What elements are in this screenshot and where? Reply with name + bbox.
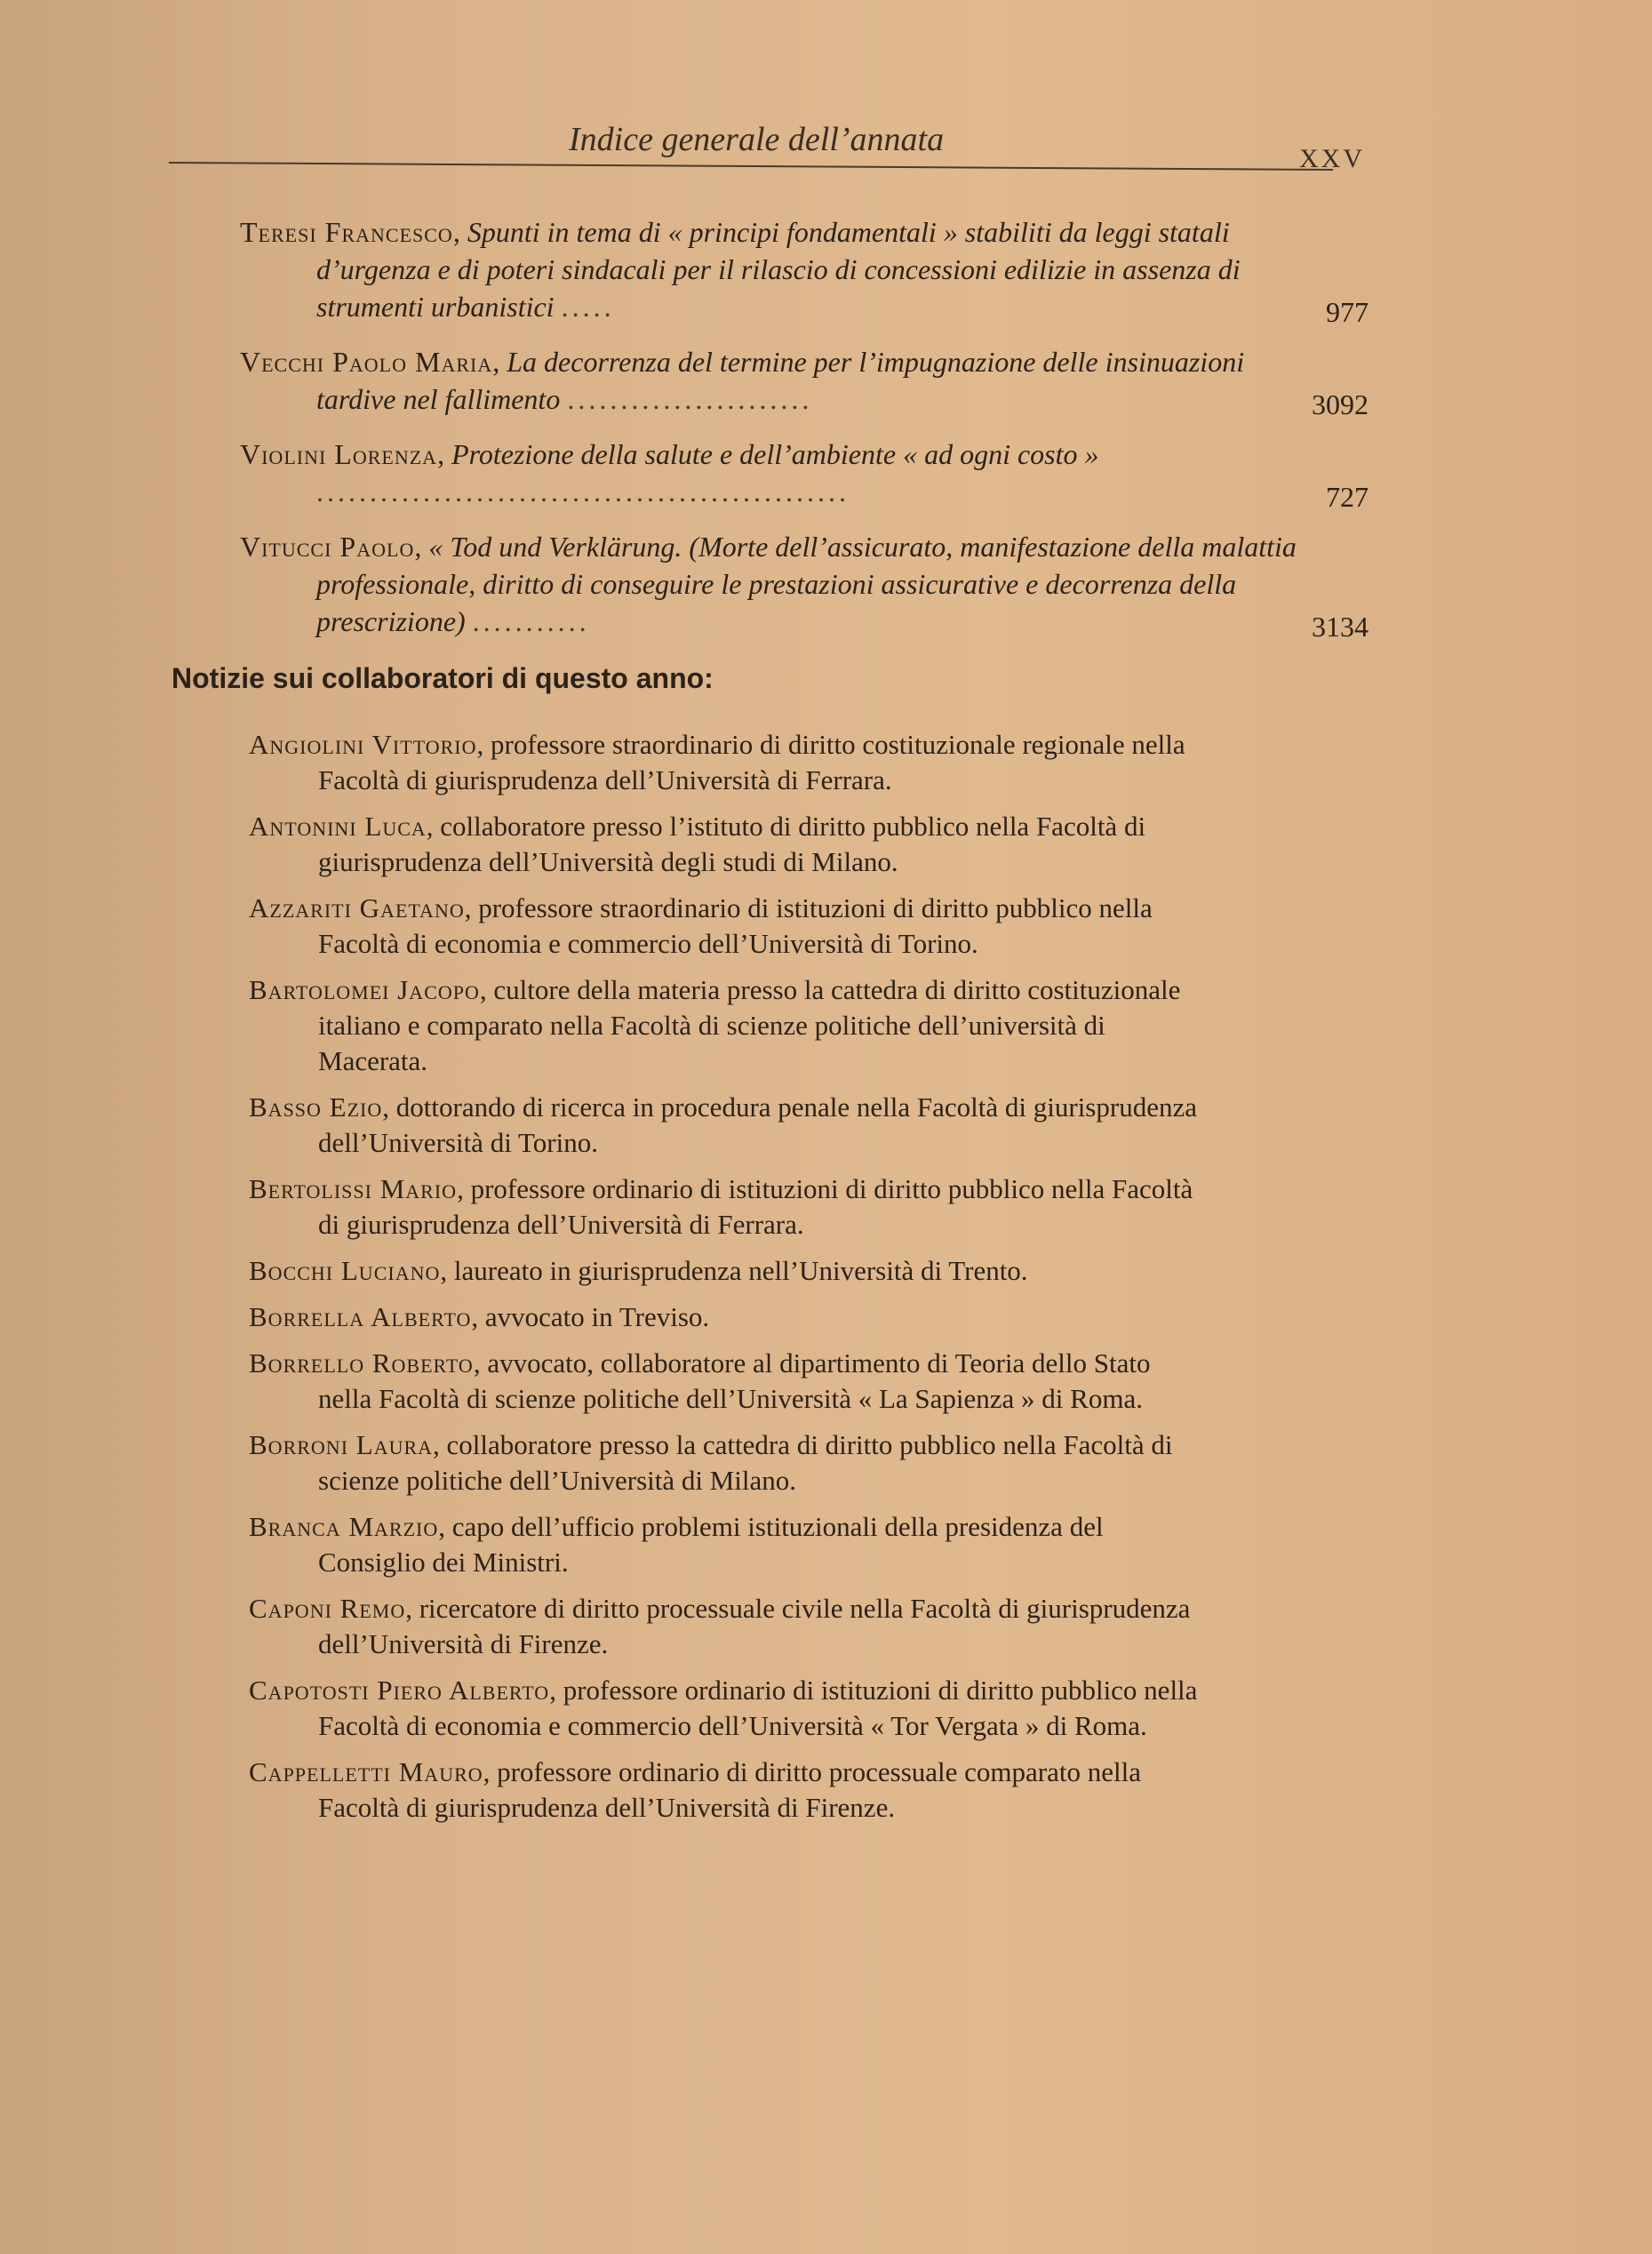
index-title: Protezione della salute e dell’ambiente « ad ogni costo » — [451, 438, 1099, 470]
contributors-heading: Notizie sui collaboratori di questo anno: — [172, 662, 714, 694]
contributor-entry — [249, 1090, 1209, 1161]
index-author: Vecchi Paolo Maria — [240, 346, 493, 378]
contributor-entry — [249, 1754, 1209, 1826]
index-leader-dots: ........... — [472, 605, 590, 637]
contributor-name: Angiolini Vittorio — [249, 729, 477, 760]
contributor-name: Antonini Luca — [249, 811, 427, 842]
contributor-name: Branca Marzio — [249, 1511, 439, 1542]
contributor-entry — [249, 972, 1209, 1079]
contributor-description: , professore ordinario di diritto processuale comparato nella Facoltà di giurisprudenza dell’Università di Firenze. — [318, 1756, 1141, 1823]
index-author: Teresi Francesco — [240, 216, 453, 248]
contributor-description: , professore straordinario di diritto costituzionale regionale nella Facoltà di giurisprudenza dell’Università di Ferrara. — [318, 729, 1185, 795]
contributor-entry — [249, 1591, 1209, 1662]
contributor-name: Borrello Roberto — [249, 1347, 474, 1379]
index-entry: Teresi Francesco, Spunti in tema di « principi fondamentali » stabiliti da leggi statali d’urgenza e di poteri sindacali per il rilascio di concessioni edilizie in assenza di strumenti urbanistici ..... 977 — [240, 216, 1369, 328]
contributor-name: Azzariti Gaetano — [249, 892, 465, 923]
contributor-entry — [249, 1346, 1209, 1417]
contributor-description: , collaboratore presso la cattedra di diritto pubblico nella Facoltà di scienze politiche dell’Università di Milano. — [318, 1429, 1173, 1496]
contributor-description: , dottorando di ricerca in procedura penale nella Facoltà di giurisprudenza dell’Università di Torino. — [318, 1091, 1197, 1158]
contributor-entry — [249, 1509, 1209, 1580]
contributor-name: Bertolissi Mario — [249, 1173, 458, 1204]
contributor-entry — [249, 809, 1209, 880]
index-entry: Vecchi Paolo Maria, La decorrenza del termine per l’impugnazione delle insinuazioni tardive nel fallimento ....................... 3092 — [240, 346, 1369, 420]
contributor-description: , ricercatore di diritto processuale civile nella Facoltà di giurisprudenza dell’Università di Firenze. — [318, 1593, 1191, 1659]
contributor-entry — [249, 1171, 1209, 1243]
index-page-number: 727 — [1326, 481, 1369, 513]
contributor-description: , professore straordinario di istituzioni di diritto pubblico nella Facoltà di economia e commercio dell’Università di Torino. — [318, 892, 1153, 959]
index-author: Violini Lorenza — [240, 438, 438, 470]
contributor-entry — [249, 1299, 1209, 1335]
contributor-description: , professore ordinario di istituzioni di diritto pubblico nella Facoltà di economia e commercio dell’Università « Tor Vergata » di Roma. — [318, 1675, 1198, 1741]
contributor-entry — [249, 891, 1209, 962]
index-leader-dots: ..... — [561, 291, 615, 323]
contributor-description: , avvocato in Treviso. — [471, 1301, 710, 1332]
index-page-number: 3134 — [1312, 611, 1369, 643]
index-page-number: 977 — [1326, 296, 1369, 328]
index-leader-dots: ....................... — [567, 383, 813, 415]
contributor-name: Bocchi Luciano — [249, 1255, 441, 1286]
contributors-list — [249, 727, 1209, 1836]
header-rule — [169, 162, 1333, 171]
contributor-description: , professore ordinario di istituzioni di diritto pubblico nella Facoltà di giurisprudenza dell’Università di Ferrara. — [318, 1173, 1193, 1240]
index-entry: Violini Lorenza, Protezione della salute e dell’ambiente « ad ogni costo » .................................................. 727 — [240, 438, 1369, 513]
contributor-name: Cappelletti Mauro — [249, 1756, 483, 1787]
contributor-description: , avvocato, collaboratore al dipartimento di Teoria dello Stato nella Facoltà di scienze politiche dell’Università « La Sapienza » di Roma. — [318, 1347, 1151, 1414]
contributor-name: Caponi Remo — [249, 1593, 406, 1624]
contributor-description: , cultore della materia presso la cattedra di diritto costituzionale italiano e comparato nella Facoltà di scienze politiche dell’università di Macerata. — [318, 974, 1181, 1076]
contributor-entry — [249, 727, 1209, 798]
contributor-description: , laureato in giurisprudenza nell’Università di Trento. — [440, 1255, 1028, 1286]
running-header-title: Indice generale dell’annata — [569, 121, 945, 158]
contributor-name: Bartolomei Jacopo — [249, 974, 480, 1005]
contributor-entry — [249, 1427, 1209, 1499]
index-page-number: 3092 — [1312, 388, 1369, 420]
index-title: Spunti in tema di « principi fondamentali » stabiliti da leggi statali d’urgenza e di poteri sindacali per il rilascio di concessioni edilizie in assenza di strumenti urbanistici — [316, 216, 1241, 323]
index-list — [240, 213, 1369, 658]
page-number: XXV — [1299, 144, 1365, 173]
contributor-description: , capo dell’ufficio problemi istituzionali della presidenza del Consiglio dei Ministri. — [318, 1511, 1104, 1578]
contributor-name: Capotosti Piero Alberto — [249, 1675, 550, 1706]
index-entry: Vitucci Paolo, « Tod und Verklärung. (Morte dell’assicurato, manifestazione della malattia professionale, diritto di conseguire le prestazioni assicurative e decorrenza della prescrizione) ........... 3134 — [240, 531, 1369, 643]
index-title: « Tod und Verklärung. (Morte dell’assicurato, manifestazione della malattia professionale, diritto di conseguire le prestazioni assicurative e decorrenza della prescrizione) — [316, 531, 1297, 637]
contributor-name: Borroni Laura — [249, 1429, 434, 1460]
index-title: La decorrenza del termine per l’impugnazione delle insinuazioni tardive nel fallimento — [316, 346, 1245, 415]
contributor-entry — [249, 1253, 1209, 1289]
contributor-entry — [249, 1673, 1209, 1744]
contributor-name: Borrella Alberto — [249, 1301, 472, 1332]
contributor-name: Basso Ezio — [249, 1091, 383, 1123]
index-author: Vitucci Paolo — [240, 531, 415, 563]
index-leader-dots: .................................................. — [316, 476, 850, 508]
contributor-description: , collaboratore presso l’istituto di diritto pubblico nella Facoltà di giurisprudenza dell’Università degli studi di Milano. — [318, 811, 1146, 877]
